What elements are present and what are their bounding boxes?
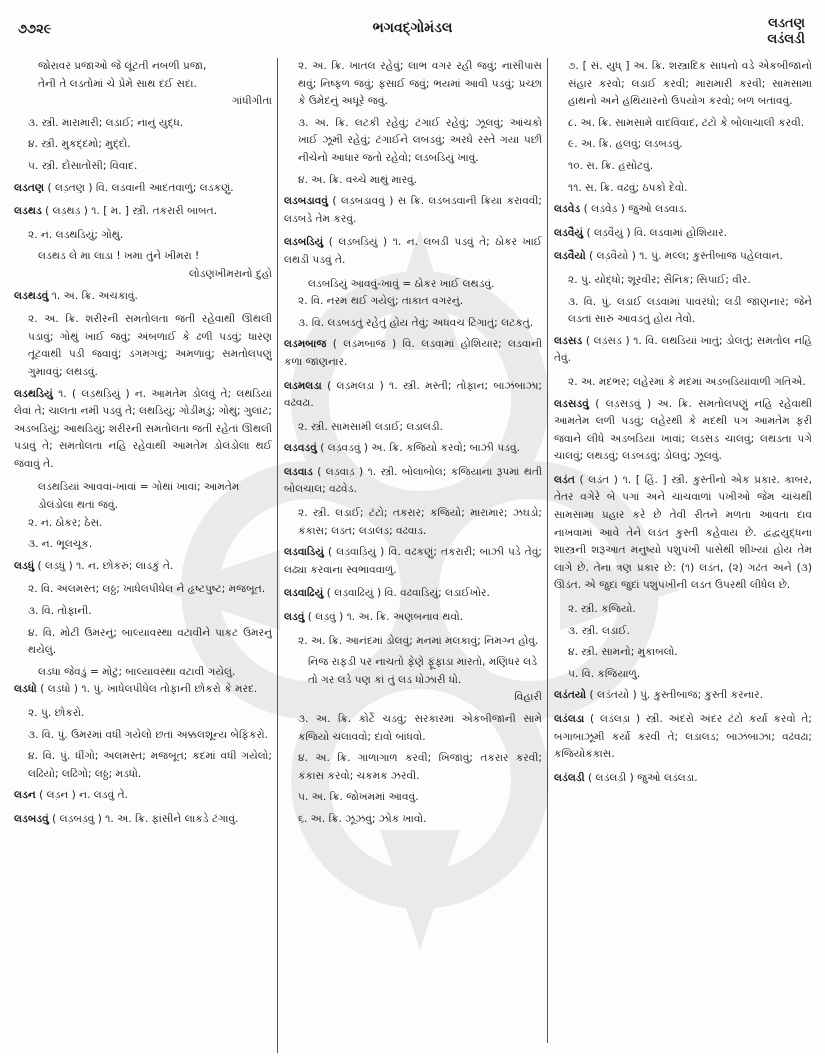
- column-divider: [277, 58, 278, 1053]
- sense-definition: ૩. અ. ક્રિ. કોર્ટે ચડવું; સરકારમાં એકબીજાની સામે કજિયો ચલાવવો; દાવો બાંધવો.: [298, 713, 542, 743]
- headword: લડમલડા: [284, 379, 322, 392]
- sense-definition: ૪. અ. ક્રિ. ગાળાગાળ કરવી; ખિજાવું; તકરાર કરવી; કંકાસ કરવો; ચકમક ઝરવી.: [298, 752, 542, 782]
- dictionary-entry: [284, 544, 542, 579]
- definition: ( લડ઼સડ઼ ) ૧. વિ. લથડિયાં ખાતું; ડોલતું; સમતોલ નહિ તેવું.: [554, 334, 812, 365]
- definition: ( લડ઼ન ) ન. લડવું તે.: [35, 789, 128, 802]
- sense-definition: ૪. વિ. પું. ધીંગો; અલમસ્ત; મજબૂત; કદમાં વધી ગયેલો; લઢિયો; લઢિંગો; લઠ્ઠ; મડધો.: [28, 750, 272, 780]
- sense-definition: ૪. અ. ક્રિ. વચ્ચે માથું મારવું.: [298, 173, 418, 186]
- definition: ( લડ઼વૈયો ) ૧. પું. મલ્લ; કુસ્તીબાજ પહેલવાન.: [585, 250, 783, 263]
- dictionary-entry: [284, 440, 542, 458]
- definition: ( લડ઼ધો ) ૧. પું. ખાધેલપીધેલ તોફાની છોકરો કે મરદ.: [36, 683, 258, 696]
- headword: લડંલડી: [554, 771, 585, 784]
- dictionary-entry: [14, 180, 272, 198]
- sense-definition: ૭. [ સં. યુધ્ ] અ. ક્રિ. શસ્ત્રાદિક સાધનો વડે એકબીજાનો સંહાર કરવો; લડાઈ કરવી; મારામારી કરવી; સામસામા હાથનો અને હથિયારનો ઉપયોગ કરવો; બળ બતાવવું.: [568, 60, 812, 108]
- column-2: [284, 58, 542, 1054]
- definition: ( લડંલડ઼ા ) સ્ત્રી. અંદરો અંદર ટંટો કર્યા કરવો તે; બગાબાઝૂમી કર્યા કરવી તે; લડાલડ; બાઝંબાઝા; વઢંવઢા; કજિયોકંકાસ.: [554, 713, 812, 761]
- sense-definition: ૨. સ્ત્રી. સામસામી લડાઈ; લડાલડી.: [298, 420, 444, 433]
- dictionary-entry: [284, 464, 542, 499]
- sense-definition: ૨. અ. ક્રિ. ખાતલ રહેવું; લાભ વગર રહી જવું; નાસીપાસ થવું; નિષ્ફળ જવું; ફસાઈ જવું; ભયમાં આવી પડવું; પ્રચ્છા કે ઉમેદનું અધૂરે જવું.: [298, 60, 542, 108]
- dictionary-entry: [284, 336, 542, 371]
- headword: લડવૈયું: [554, 226, 584, 239]
- headword: લડવું: [284, 611, 305, 624]
- headword: લડમબાજ: [284, 338, 327, 351]
- sense-definition: ૯. અ. ક્રિ. હલવું; લડબડવું.: [568, 138, 683, 151]
- definition: ( લડંલડ઼ી ) જુઓ લડંલડા.: [584, 771, 698, 784]
- sense-definition: ૩. વિ. પું. લડાઈ લડવામાં પાવરધો; લડી જાણનાર; જેને લડતાં સારું આવડતું હોય તેવો.: [568, 295, 812, 326]
- sense-definition: ૨. પું. છોકરો.: [28, 707, 85, 719]
- dictionary-entry: [14, 558, 272, 576]
- sense-definition: ૨. વિ. નરમ થઈ ગયેલું; તાકાત વગરનું.: [298, 295, 464, 308]
- example-quote: લડબડિયું આવવું-ખાવું = ઠોકર ખાઈ લથડવું.: [308, 277, 495, 290]
- dictionary-entry: [14, 288, 272, 306]
- headword: લડવૈયો: [554, 250, 586, 263]
- dictionary-entry: [554, 687, 812, 705]
- column-3: [554, 58, 812, 1054]
- dictionary-entry: [554, 472, 812, 595]
- definition: ( લડ઼મબાજ ) વિ. લડવામાં હોશિયાર; લડવાની કળા જાણનાર.: [284, 338, 542, 368]
- sense-definition: ૨. ન. લડથડિયું; ગોથું.: [28, 228, 124, 241]
- dictionary-entry: [284, 234, 542, 269]
- column-divider: [547, 58, 548, 1043]
- sense-definition: ૩. ન. ભૂલચૂક.: [28, 538, 93, 551]
- definition: ( લડ઼વેડ઼ ) જુઓ લડવાડ.: [580, 203, 688, 216]
- guide-word-last: લડંલડી: [767, 32, 805, 47]
- page-number: ૭૭૨૯: [18, 22, 52, 37]
- headword: લડંત: [554, 473, 575, 486]
- sense-definition: ૪. વિ. મોટી ઉમરનું; બાલ્યાવસ્થા વટાવીને પાકટ ઉમરનું થયેલું.: [28, 626, 272, 657]
- sense-definition: ૩. અ. ક્રિ. લટકી રહેવું; ટંગાઈ રહેવું; ઝૂલવું; આંચકો ખાઈ ઝૂમી રહેવું; ટંગાઈને લબડવું; અરધે રસ્તે ગયા પછી નીચેનો આધાર જતો રહેવો; લડબડિયું ખાવું.: [298, 116, 542, 164]
- headword: લડસડ: [554, 334, 583, 347]
- dictionary-entry: [14, 787, 272, 805]
- dictionary-entry: [14, 203, 272, 221]
- dictionary-entry: [554, 711, 812, 764]
- headword: લડવેડ: [554, 203, 581, 216]
- definition: ( લડંતયો ) પું. કુસ્તીબાજ; કુસ્તી કરનાર.: [586, 689, 763, 702]
- definition: ૧. અ. ક્રિ. અચકાવું.: [48, 289, 138, 302]
- headword: લડબડિયું: [284, 236, 324, 249]
- headword: લડવાઢિયું: [284, 587, 324, 600]
- definition: ( લડ઼વાઢિયું ) વિ. વઢવાડિયું; લડાઈખોર.: [323, 587, 490, 600]
- definition: ( લડ઼સડ઼વું ) અ. ક્રિ. સમતોલપણું નહિ રહેવાથી આમતેમ લળી પડવું; લહેરથી કે મદથી પગ આમતેમ ફરી જવાને લીધે અડબડિયાં ખાવાં; લડસડ ચાલવું; લથડતા પગે ચાલવું; લથડવું; લડબડવું; ડોલવું; ઝૂલવું.: [554, 397, 812, 463]
- definition: ( લડ઼તણ઼ ) વિ. લડવાની આદતવાળું; લડકણું.: [44, 181, 234, 194]
- dictionary-entry: [554, 333, 812, 368]
- definition: ( લડ઼વાડ઼ ) ૧. સ્ત્રી. બોલાબોલ; કજિયાના રૂપમાં થતી બોલચાલ; વઢવેડ.: [284, 465, 542, 496]
- sense-definition: ૨. પું. યોદ્ધો; શૂરવીર; સૈનિક; સિપાઈ; વીર.: [568, 273, 751, 286]
- sense-definition: ૧૧. સ. ક્રિ. વઢવું; ઠપકો દેવો.: [568, 181, 688, 194]
- sense-definition: ૩. સ્ત્રી. લડાઈ.: [568, 624, 630, 637]
- dictionary-entry: [554, 201, 812, 219]
- sense-definition: ૩. વિ. પું. ઉમરમાં વધી ગયેલો છતાં અક્કલશૂન્ય બેફિકરો.: [28, 728, 268, 741]
- definition: ( લડ઼વાડ઼િયું ) વિ. વઢકણું; તકરારી; બાઝી પડે તેવું; લઢ્યા કરવાના સ્વભાવવાળું.: [284, 546, 542, 576]
- sense-definition: ૩. વિ. તોફાની.: [28, 605, 92, 618]
- sense-definition: ૫. અ. ક્રિ. જોખમમાં આવવું.: [298, 791, 419, 804]
- definition: ( લડ઼ધું ) ૧. ન. છોકરું; લાડકું તે.: [34, 559, 174, 572]
- book-title: ભગવદ્ગોમંડલ: [372, 20, 453, 36]
- definition: ( લડ઼વૈયું ) વિ. લડવામાં હોશિયાર.: [583, 226, 727, 239]
- headword: લડબડાવવું: [284, 195, 328, 208]
- headword: લડથડવું: [14, 289, 49, 302]
- definition: ( લડ઼બડાવવું ) સ ક્રિ. લડબડવાની ક્રિયા કરાવવી; લડબડે તેમ કરવું.: [284, 195, 542, 225]
- sense-definition: ૧૦. સ. ક્રિ. હસોટવું.: [568, 159, 654, 172]
- definition: ( લડ઼થડ઼ ) ૧. [ મ. ] સ્ત્રી. તકરારી બાબત.: [41, 205, 218, 218]
- dictionary-entry: [14, 811, 272, 829]
- sense-definition: ૩. સ્ત્રી. મારામારી; લડાઈ; નાનું યુદ્ધ.: [28, 116, 184, 129]
- dictionary-entry: [554, 770, 812, 788]
- sense-definition: ૨. અ. મદભર; લહેરમાં કે મદમાં અડબડિયાંવાળી ગતિએ.: [568, 375, 806, 388]
- guide-words: [767, 16, 805, 48]
- dictionary-entry: [284, 193, 542, 228]
- headword: લડંલડા: [554, 713, 585, 725]
- headword: લડસડવું: [554, 397, 589, 410]
- definition: ( લડ઼બડ઼િયું ) ૧. ન. લબડી પડવું તે; ઠોકર ખાઈ લથડી પડવું તે.: [284, 236, 542, 266]
- dictionary-entry: [14, 386, 272, 474]
- guide-word-first: લડતણ: [768, 16, 805, 31]
- definition: ( લડ઼બડ઼વું ) ૧. અ. ક્રિ. ફાંસીને લાકડે ટંગાવું.: [48, 812, 239, 825]
- dictionary-entry: [554, 396, 812, 466]
- sense-definition: ૨. ન. ઠોકર; ઠેસ.: [28, 516, 103, 529]
- sense-definition: ૪. સ્ત્રી. સામનો; મુકાબલો.: [568, 646, 678, 659]
- headword: લડધો: [14, 683, 37, 696]
- headword: લડથડિયું: [14, 387, 53, 400]
- definition: ( લડ઼મલડ઼ા ) ૧. સ્ત્રી. મસ્તી; તોફાન; બાઝંબાઝા; વઢંવઢા.: [284, 379, 542, 410]
- headword: લડવડવું: [284, 442, 317, 455]
- example-quote: લડધા જેવડું = મોટું; બાલ્યાવસ્થા વટાવી ગયેલું.: [38, 665, 236, 678]
- sense-definition: ૫. સ્ત્રી. દોંસાતોંસી; વિવાદ.: [28, 159, 138, 172]
- sense-definition: ૪. સ્ત્રી. મુકદ્દમો; મુદ્દો.: [28, 138, 131, 151]
- example-quote: તેની તે લડતોમાં ચે પ્રેમે સાથ દઈ સદા.: [38, 77, 197, 90]
- definition: ( લડ઼વડ઼વું ) અ. ક્રિ. કજિયો કરવો; બાઝી પડવું.: [316, 442, 520, 455]
- definition: ૧. ( લડ઼થડ઼િયું ) ન. આમતેમ ડોલવું તે; લથડિયાં લેવાં તે; ચાલતા નમી પડવું તે; લથડિયું; ગોડીમડું; ગોથું; ગુલાંટ; અડબડિયું; આથડિયું; શરીરની સમતોલતા જતી રહેતાં ઊથલી પડાવું તે; સમતોલતા નહિ રહેવાથી આમતેમ ડોલંડોલા થઈ જવાવું તે.: [14, 387, 272, 470]
- dictionary-entry: [284, 585, 542, 603]
- column-1: [14, 58, 272, 1054]
- headword: લડવાડિયું: [284, 546, 324, 559]
- sense-definition: ૬. અ. ક્રિ. ઝૂઝવું; ઝોક ખાવો.: [298, 812, 427, 825]
- example-quote: લડથડ લે મા લાડા ! ખમા તુંને ખીમરા !: [38, 250, 200, 263]
- page-header: [0, 0, 825, 52]
- headword: લડવાડ: [284, 465, 313, 478]
- sense-definition: ૨. અ. ક્રિ. શરીરની સમતોલતા જતી રહેવાથી ઊથલી પડાવું; ગોથું ખાઈ જવું; અંબળાઈ કે ઢળી પડવું; ધારણ તૂટવાથી પડી જવાવું; ડગમગવું; અમળાવું; સમતોલપણું ગુમાવવું; લથડવું.: [28, 313, 272, 378]
- sense-definition: ૨. અ. ક્રિ. આનંદમાં ડોલવું; મનમાં મલકાવું; નિમગ્ન હોવું.: [298, 634, 539, 647]
- quote-source: ગાંધીગીતા: [231, 95, 272, 108]
- dictionary-entry: [284, 378, 542, 413]
- dictionary-entry: [14, 681, 272, 699]
- quote-source: વિહારી: [514, 691, 542, 704]
- headword: લડથડ: [14, 205, 42, 218]
- example-quote: નિજ રાફડી પર નાચતો ફેણે ફૂંફાડા મારતો, મણિધર લડે તો ગર લડે પણ કાં તું લડ ધોઝારી ધો.: [308, 656, 538, 686]
- sense-definition: ૫. વિ. કજિયાળું.: [568, 667, 641, 680]
- example-quote: જોરાવર પ્રજાઓ જે લૂંટતી નબળી પ્રજા,: [38, 60, 207, 72]
- example-quote: લડથડિયાં આવવાં-ખાવાં = ગોથાં ખાવાં; આમતેમ ડોલંડોલા થતાં જવું.: [38, 481, 240, 512]
- headword: લડધું: [14, 559, 35, 572]
- sense-definition: ૨. વિ. અલમસ્ત; લઠ્ઠ; ખાધેલપીધેલ ને હૃષ્ટપુષ્ટ; મજબૂત.: [28, 583, 266, 596]
- sense-definition: ૮. અ. ક્રિ. સામસામે વાદવિવાદ, ટંટો કે બોલાચાલી કરવી.: [568, 116, 805, 129]
- headword: લડતણ: [14, 181, 45, 194]
- quote-source: લોડણખીમરાનો દુહો: [188, 267, 272, 280]
- sense-definition: ૨. સ્ત્રી. કજિયો.: [568, 603, 636, 616]
- definition: ( લડંત ) ૧. [ હિં. ] સ્ત્રી. કુસ્તીનો એક પ્રકાર. કાબર, તેતર વગેરે બે પગાં અને ચાંચવાળાં પંખીઓ જેમ ચાંચથી સામસામા પ્રહાર કરે છે તેવી રીતને મળતા આવતા દાવ નાખવામાં આવે તેને લડંત કુસ્તી કહેવાય છે. દ્વંદ્વયુદ્ધના શાસ્ત્રની શરૂઆત મનુષ્યો પશુપંખી પાસેથી શીખ્યાં હોય તેમ લાગે છે. તેના ત્રણ પ્રકાર છે: (૧) લડંત, (૨) ગઢંત અને (૩) ઊડંત. એ જુદાં જુદાં પશુપંખીની લડત ઉપરથી લીધેલ છે.: [554, 473, 812, 592]
- definition: ( લડ઼વું ) ૧. અ. ક્રિ. અણબનાવ થવો.: [304, 611, 464, 624]
- dictionary-entry: [554, 225, 812, 243]
- sense-definition: ૨. સ્ત્રી. લડાઈ; ટંટો; તકરાર; કજિયો; મારામાર; ઝઘડો; કંકાસ; લડત; લડાલડ; વઢવાડ.: [298, 507, 542, 537]
- headword: લડન: [14, 789, 36, 802]
- sense-definition: ૩. વિ. લડબડતું રહેતું હોય તેવું; અધવચ ટિંગાતું; લટકતું.: [298, 316, 534, 329]
- headword: લડબડવું: [14, 812, 49, 825]
- headword: લડંતયો: [554, 689, 587, 702]
- dictionary-entry: [554, 248, 812, 266]
- dictionary-entry: [284, 609, 542, 627]
